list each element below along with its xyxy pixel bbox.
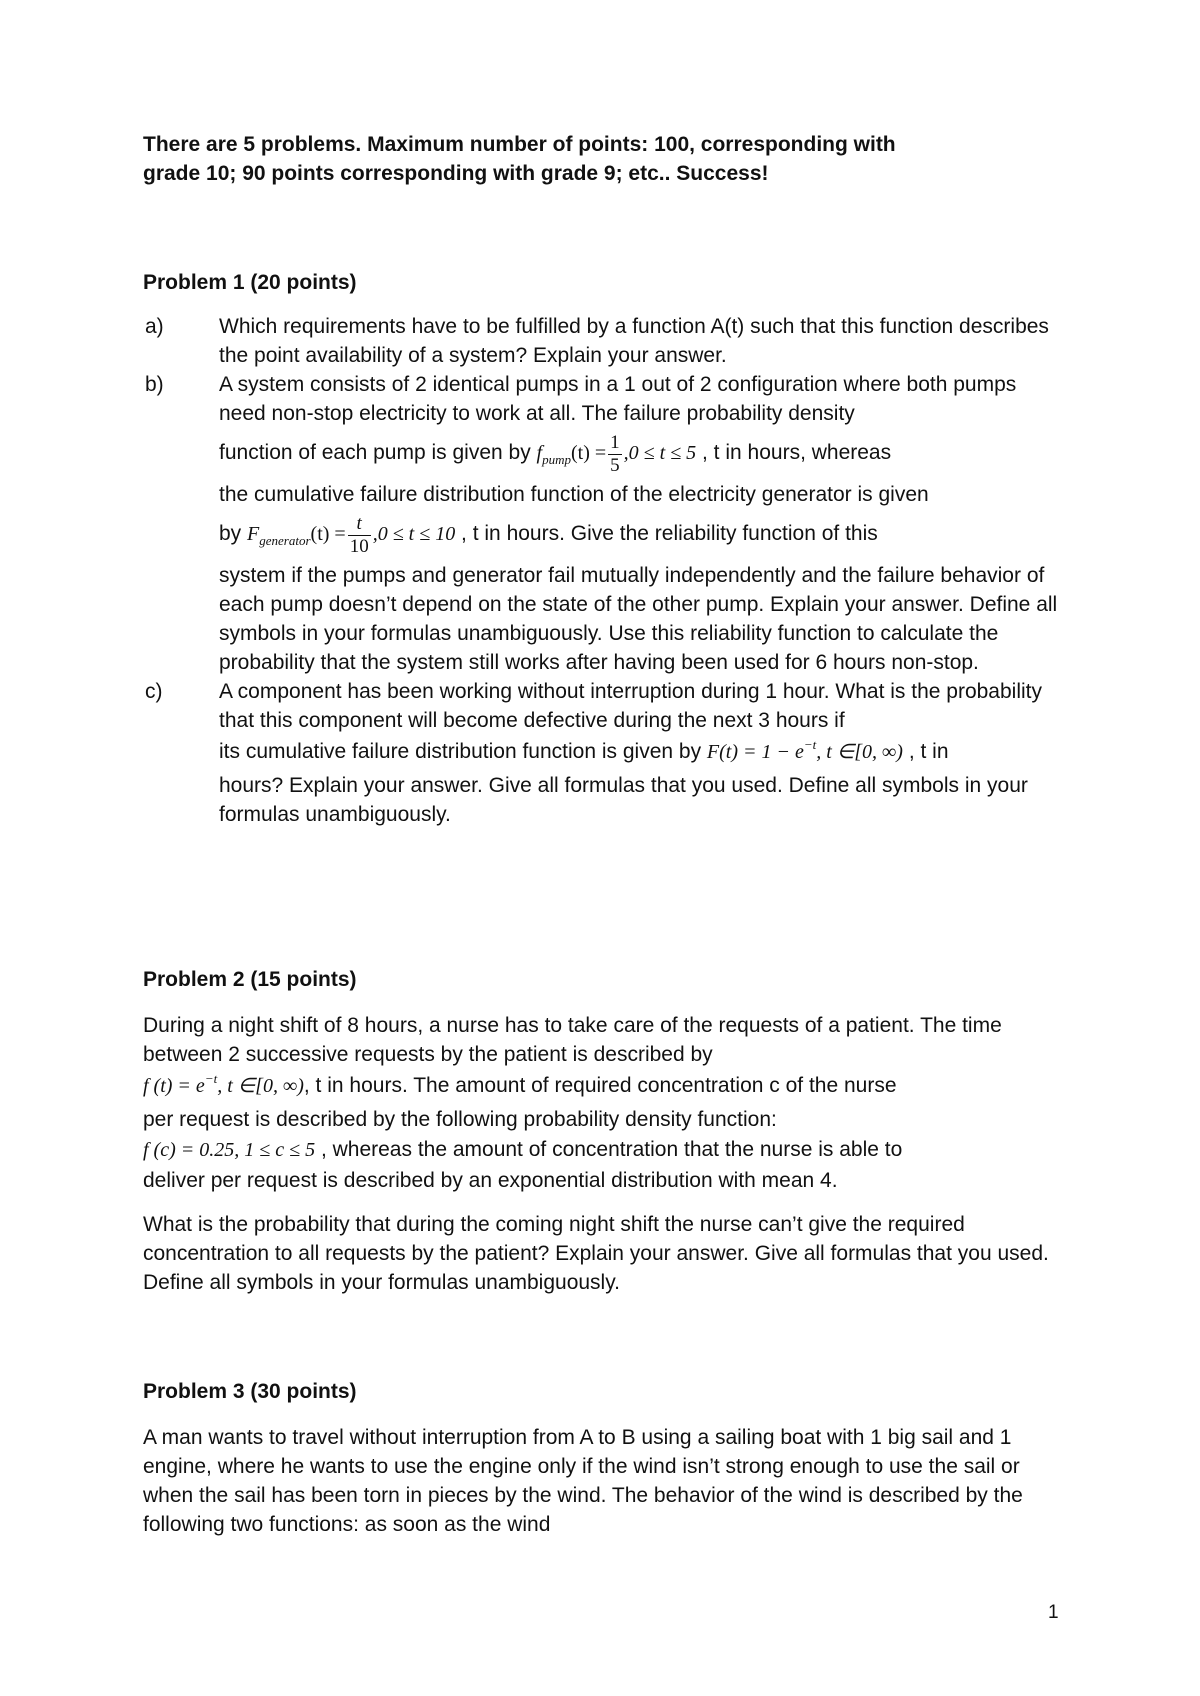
pump-f-argument: (t) = [571, 442, 607, 464]
generator-cdf-formula [247, 512, 456, 557]
problem-2-paragraph-1 [143, 1011, 1063, 1195]
problem-2-formula-line [143, 1069, 1063, 1105]
problem-1-title: Problem 1 (20 points) [143, 271, 357, 294]
generator-F-symbol: F [247, 523, 260, 545]
pump-f-subscript: pump [542, 452, 571, 467]
component-cdf-main: F(t) = 1 − e [706, 741, 804, 763]
item-b-text-1: A system consists of 2 identical pumps in a 1 out of 2 configuration where both pumps need non-stop electricity to work at all. The failure probability density [219, 373, 1017, 425]
request-time-density-main: f (t) = e [143, 1075, 205, 1097]
problem-2-concentration-line [143, 1134, 1063, 1166]
problem-1-item-c [143, 677, 1063, 829]
generator-F-subscript: generator [259, 533, 311, 548]
item-b-text-5: system if the pumps and generator fail mutually independently and the failure behavior of each pump doesn’t depend on the state of the other pump. Explain your answer. Define all symbols in your formulas unambiguously. Use this reliability function to calculate the probability that the system still works after having been used for 6 hours non-stop. [219, 564, 1058, 674]
generator-fraction-denominator: 10 [349, 535, 369, 557]
generator-fraction-numerator: t [356, 512, 362, 534]
problem-1 [143, 268, 1063, 829]
problem-2-text-5: deliver per request is described by an exponential distribution with mean 4. [143, 1169, 838, 1192]
problem-1-item-b [143, 370, 1063, 677]
problem-1-list [143, 312, 1063, 829]
problem-3 [143, 1377, 1063, 1539]
intro-line-2: grade 10; 90 points corresponding with grade 9; etc.. Success! [143, 162, 769, 185]
item-a-text: Which requirements have to be fulfilled by a function A(t) such that this function describes the point availability of a system? Explain your answer. [219, 315, 1049, 367]
pump-f-symbol: f [536, 442, 543, 464]
item-b-pump-line [219, 428, 1063, 480]
generator-fraction [348, 513, 371, 558]
problem-2 [143, 965, 1063, 1297]
item-b-marker: b) [145, 373, 164, 396]
item-b-text-2: function of each pump is given by [219, 441, 531, 464]
pump-fraction [608, 432, 622, 477]
item-a-marker: a) [145, 315, 164, 338]
page-number: 1 [1048, 1602, 1059, 1623]
intro-line-1: There are 5 problems. Maximum number of points: 100, corresponding with [143, 133, 896, 156]
item-c-marker: c) [145, 680, 163, 703]
problem-3-title: Problem 3 (30 points) [143, 1380, 357, 1403]
request-time-density-domain: , t ∈[0, ∞) [217, 1075, 304, 1097]
item-b-text-4: by [219, 522, 242, 545]
intro [143, 130, 1063, 188]
pump-f-range: ,0 ≤ t ≤ 5 [623, 442, 697, 464]
pump-fraction-numerator: 1 [610, 431, 620, 453]
problem-3-text: A man wants to travel without interruption from A to B using a sailing boat with 1 big sail and 1 engine, where he wants to use the engine only if the wind isn’t strong enough to use the sail or when the sail has been torn in pieces by the wind. The behavior of the wind is described by the following two functions: as soon as the wind [143, 1426, 1023, 1536]
problem-2-text-3: per request is described by the following probability density function: [143, 1108, 777, 1131]
item-c-text-2-post: , t in [908, 740, 949, 763]
component-cdf-exponent: −t [803, 737, 817, 752]
problem-2-title: Problem 2 (15 points) [143, 968, 357, 991]
item-c-text-1: A component has been working without interruption during 1 hour. What is the probability that this component will become defective during the next 3 hours if [219, 680, 1042, 732]
pump-density-formula [536, 431, 697, 476]
concentration-density-formula: f (c) = 0.25, 1 ≤ c ≤ 5 [143, 1139, 316, 1161]
item-b-text-2-post: , t in hours, whereas [702, 441, 892, 464]
problem-2-paragraph-2: What is the probability that during the coming night shift the nurse can’t give the required concentration to all requests by the patient? Explain your answer. Give all formulas that you used. Define all symbols in your formulas unambiguously. [143, 1213, 1049, 1294]
problem-2-text-4: , whereas the amount of concentration that the nurse is able to [320, 1138, 903, 1161]
item-c-text-2: its cumulative failure distribution function is given by [219, 740, 702, 763]
pump-fraction-denominator: 5 [610, 454, 620, 476]
component-cdf-formula [706, 737, 903, 763]
item-b-text-3: the cumulative failure distribution function of the electricity generator is given [219, 483, 929, 506]
item-b-text-4-post: , t in hours. Give the reliability function of this [461, 522, 878, 545]
generator-F-range: ,0 ≤ t ≤ 10 [372, 523, 456, 545]
request-time-density-formula [143, 1071, 304, 1097]
request-time-density-exponent: −t [204, 1071, 218, 1086]
generator-F-argument: (t) = [310, 523, 346, 545]
problem-2-text-1: During a night shift of 8 hours, a nurse has to take care of the requests of a patient. The time between 2 successive requests by the patient is described by [143, 1014, 1002, 1066]
problem-2-text-2: , t in hours. The amount of required concentration c of the nurse [303, 1074, 897, 1097]
item-c-formula-line [219, 735, 1063, 771]
problem-1-item-a [143, 312, 1063, 370]
item-b-generator-line [219, 509, 1063, 561]
component-cdf-domain: , t ∈[0, ∞) [816, 741, 903, 763]
item-c-text-3: hours? Explain your answer. Give all formulas that you used. Define all symbols in your formulas unambiguously. [219, 774, 1028, 826]
